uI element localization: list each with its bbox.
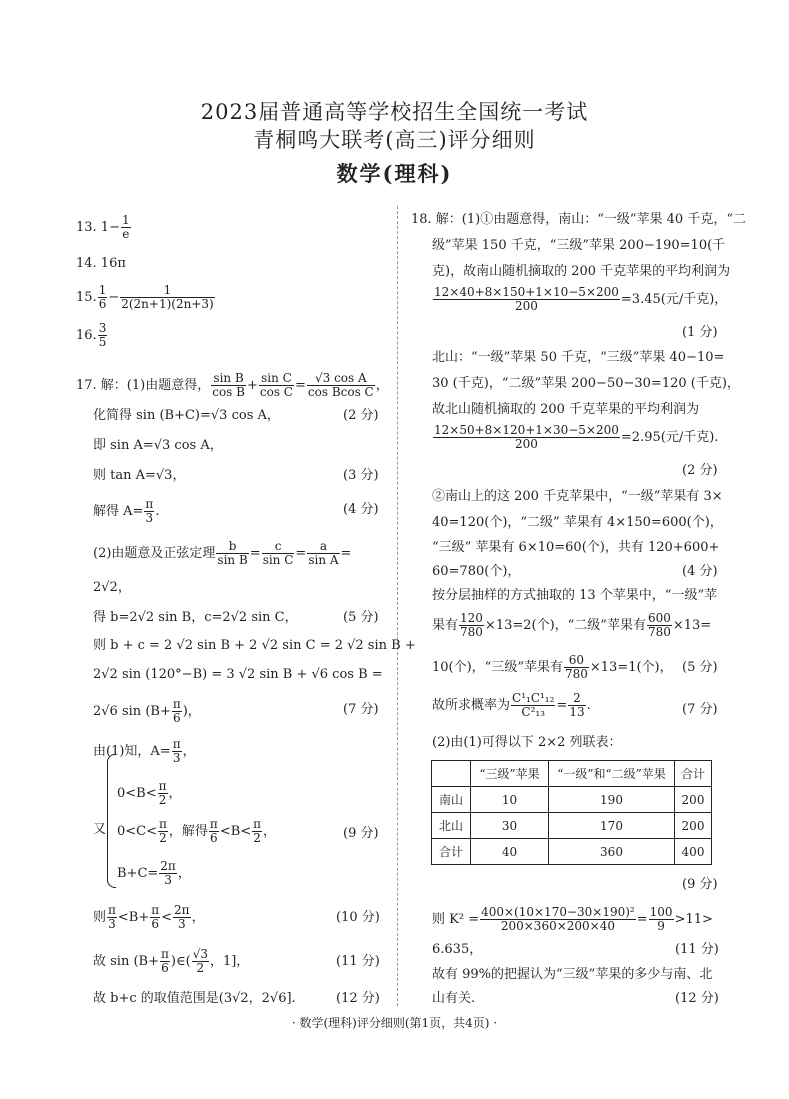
q17-tanA: 则 tan A=√3， xyxy=(93,468,186,483)
q18-count-3: “三级” 苹果有 6×10=60(个)，共有 120+600+ xyxy=(432,540,720,555)
table-header-row xyxy=(432,761,712,787)
q17-sum1: 则 b + c = 2 √2 sin B + 2 √2 sin C = 2 √2 sin B + xyxy=(93,638,416,653)
score: (7 分) xyxy=(682,702,718,717)
system-row-1: 0<B< $\frac{\pi}{2}$ ， xyxy=(117,779,182,807)
answer-16: 16. $\frac{3}{5}$ xyxy=(76,321,107,349)
q17-A: 解得 A= $\frac{\pi}{3}$ . xyxy=(93,497,160,525)
q17-sum3: 2√6 sin (B+ $\frac{\pi}{6}$ )， xyxy=(93,697,201,725)
answer-14: 14. 16π xyxy=(76,256,126,271)
table-cell xyxy=(432,761,471,787)
q18-line3: 克)，故南山随机摘取的 200 千克苹果的平均利润为 xyxy=(432,264,731,279)
score: (12 分) xyxy=(675,991,719,1006)
exam-subtitle: 青桐鸣大联考(高三)评分细则 xyxy=(253,128,536,152)
table-cell: 合计 xyxy=(675,761,712,787)
q17-part2: (2)由题意及正弦定理 $\frac{b}{\text{sin B}}$ = $\frac{c}{\text{sin C}}$ = $\frac{a}{\text{sin A}}$ = xyxy=(93,539,352,567)
score: (12 分) xyxy=(336,991,380,1006)
score: (11 分) xyxy=(675,942,719,957)
q18-south-avg: $\frac{12\times 40+8\times 150+1\times 10-5\times 200}{200}$ =3.45(元/千克)， xyxy=(434,285,728,313)
score: (5 分) xyxy=(343,610,379,625)
q18-count-2: 40=120(个)，“二级” 苹果有 4×150=600(个)， xyxy=(432,515,723,530)
system-brace xyxy=(107,754,116,888)
q18-conclusion-1: 故有 99%的把握认为“三级”苹果的多少与南、北 xyxy=(432,967,713,982)
q18-k-square: 则 K² = $\frac{\text{400×(10×170−30×190)²}}{200\times 360\times 200\times 40}$ = $\frac{100}{9}$ >11> xyxy=(432,905,713,933)
q18-north-1: 北山：“一级”苹果 50 千克，“三级”苹果 40−10= xyxy=(432,350,725,365)
table-cell: 360 xyxy=(549,839,675,865)
q18-north-2: 30 (千克)，“二级”苹果 200−50−30=120 (千克)， xyxy=(432,376,740,391)
contingency-table xyxy=(431,760,712,865)
q18-probability: 故所求概率为 $\frac{\text{C¹₁C¹₁₂}}{\text{C²₁₃}}$ = $\frac{2}{13}$ . xyxy=(432,691,591,719)
score: (10 分) xyxy=(336,910,380,925)
table-cell: 400 xyxy=(675,839,712,865)
score: (9 分) xyxy=(343,826,379,841)
table-cell: 200 xyxy=(675,787,712,813)
score: (2 分) xyxy=(343,408,379,423)
score: (5 分) xyxy=(682,660,718,675)
q18-line1: 18. 解：(1)①由题意得，南山：“一级”苹果 40 千克，“二 xyxy=(411,212,746,227)
q17-range: 则 $\frac{\pi}{3}$ <B+ $\frac{\pi}{6}$ < $\frac{2\pi}{3}$ ， xyxy=(93,903,205,931)
q17-intro: 17. 解：(1)由题意得， $\frac{\text{sin B}}{\text{cos B}}$ + $\frac{\text{sin C}}{\text{cos C}}$ = $\frac{\text{√3 cos A}}{\text{cos Bcos C}}$ ， xyxy=(76,371,389,399)
table-cell: 合计 xyxy=(432,839,471,865)
q18-table-intro: (2)由(1)可得以下 2×2 列联表： xyxy=(432,735,622,750)
q18-north-avg: $\frac{12\times 50+8\times 120+1\times 30-5\times 200}{200}$ =2.95(元/千克). xyxy=(434,423,719,451)
q17-bc: 得 b=2√2 sin B，c=2√2 sin C， xyxy=(93,610,298,625)
q18-count-4: 60=780(个)， xyxy=(432,564,521,579)
answer-15: 15. $\frac{1}{6}$ − $\frac{1}{2(2n+1)(2n+3)}$ xyxy=(76,283,214,311)
system-row-3: B+C= $\frac{2\pi}{3}$ ， xyxy=(117,859,191,887)
table-cell: 30 xyxy=(471,813,549,839)
q17-simplify: 化简得 sin (B+C)=√3 cos A， xyxy=(93,408,280,423)
q18-north-3: 故北山随机摘取的 200 千克苹果的平均利润为 xyxy=(432,402,700,417)
score: (11 分) xyxy=(336,954,380,969)
q17-2root2: 2√2， xyxy=(93,580,131,595)
table-row xyxy=(432,787,712,813)
table-cell: 10 xyxy=(471,787,549,813)
score: (9 分) xyxy=(682,877,718,892)
column-divider xyxy=(397,206,398,1006)
exam-title: 2023届普通高等学校招生全国统一考试 xyxy=(200,100,589,124)
table-row xyxy=(432,839,712,865)
score: (3 分) xyxy=(343,468,379,483)
table-cell: “三级”苹果 xyxy=(471,761,549,787)
score: (7 分) xyxy=(343,702,379,717)
table-cell: 40 xyxy=(471,839,549,865)
system-row-2: 0<C< $\frac{\pi}{2}$ ，解得 $\frac{\pi}{6}$ <B< $\frac{\pi}{2}$ ， xyxy=(117,817,277,845)
q18-strat-1: 按分层抽样的方式抽取的 13 个苹果中，“一级”苹 xyxy=(432,588,718,603)
subject-title: 数学(理科) xyxy=(336,161,453,186)
q18-line2: 级”苹果 150 千克，“三级”苹果 200−190=10(千 xyxy=(432,238,726,253)
q17-from1: 由(1)知，A= $\frac{\pi}{3}$ ， xyxy=(93,737,196,765)
q17-sin-range: 故 sin (B+ $\frac{\pi}{6}$ )∈( $\frac{√3}{2}$ ，1]， xyxy=(93,947,250,975)
score: (4 分) xyxy=(343,502,379,517)
table-cell: 190 xyxy=(549,787,675,813)
table-cell: 200 xyxy=(675,813,712,839)
table-cell: 170 xyxy=(549,813,675,839)
q18-count-1: ②南山上的这 200 千克苹果中，“一级”苹果有 3× xyxy=(432,489,723,504)
score: (2 分) xyxy=(682,463,718,478)
q18-k-threshold: 6.635， xyxy=(432,942,483,957)
q17-final: 故 b+c 的取值范围是(3√2，2√6]. xyxy=(93,991,296,1006)
score: (4 分) xyxy=(682,564,718,579)
q18-conclusion-2: 山有关. xyxy=(432,991,476,1006)
q18-strat-3: 10(个)，“三级”苹果有 $\frac{60}{780}$ ×13=1(个)， xyxy=(432,653,673,681)
q17-sum2: 2√2 sin (120°−B) = 3 √2 sin B + √6 cos B = xyxy=(93,667,383,682)
table-cell: “一级”和“二级”苹果 xyxy=(549,761,675,787)
table-row xyxy=(432,813,712,839)
score: (1 分) xyxy=(682,325,718,340)
q17-sinA: 即 sin A=√3 cos A， xyxy=(93,438,223,453)
page-footer: · 数学(理科)评分细则(第1页，共4页) · xyxy=(291,1016,498,1030)
answer-13: 13. 1− $\frac{1}{e}$ xyxy=(76,213,130,241)
system-label: 又 xyxy=(93,822,107,837)
table-cell: 南山 xyxy=(432,787,471,813)
table-cell: 北山 xyxy=(432,813,471,839)
q18-strat-2: 果有 $\frac{120}{780}$ ×13=2(个)，“二级”苹果有 $\frac{600}{780}$ ×13= xyxy=(432,611,712,639)
